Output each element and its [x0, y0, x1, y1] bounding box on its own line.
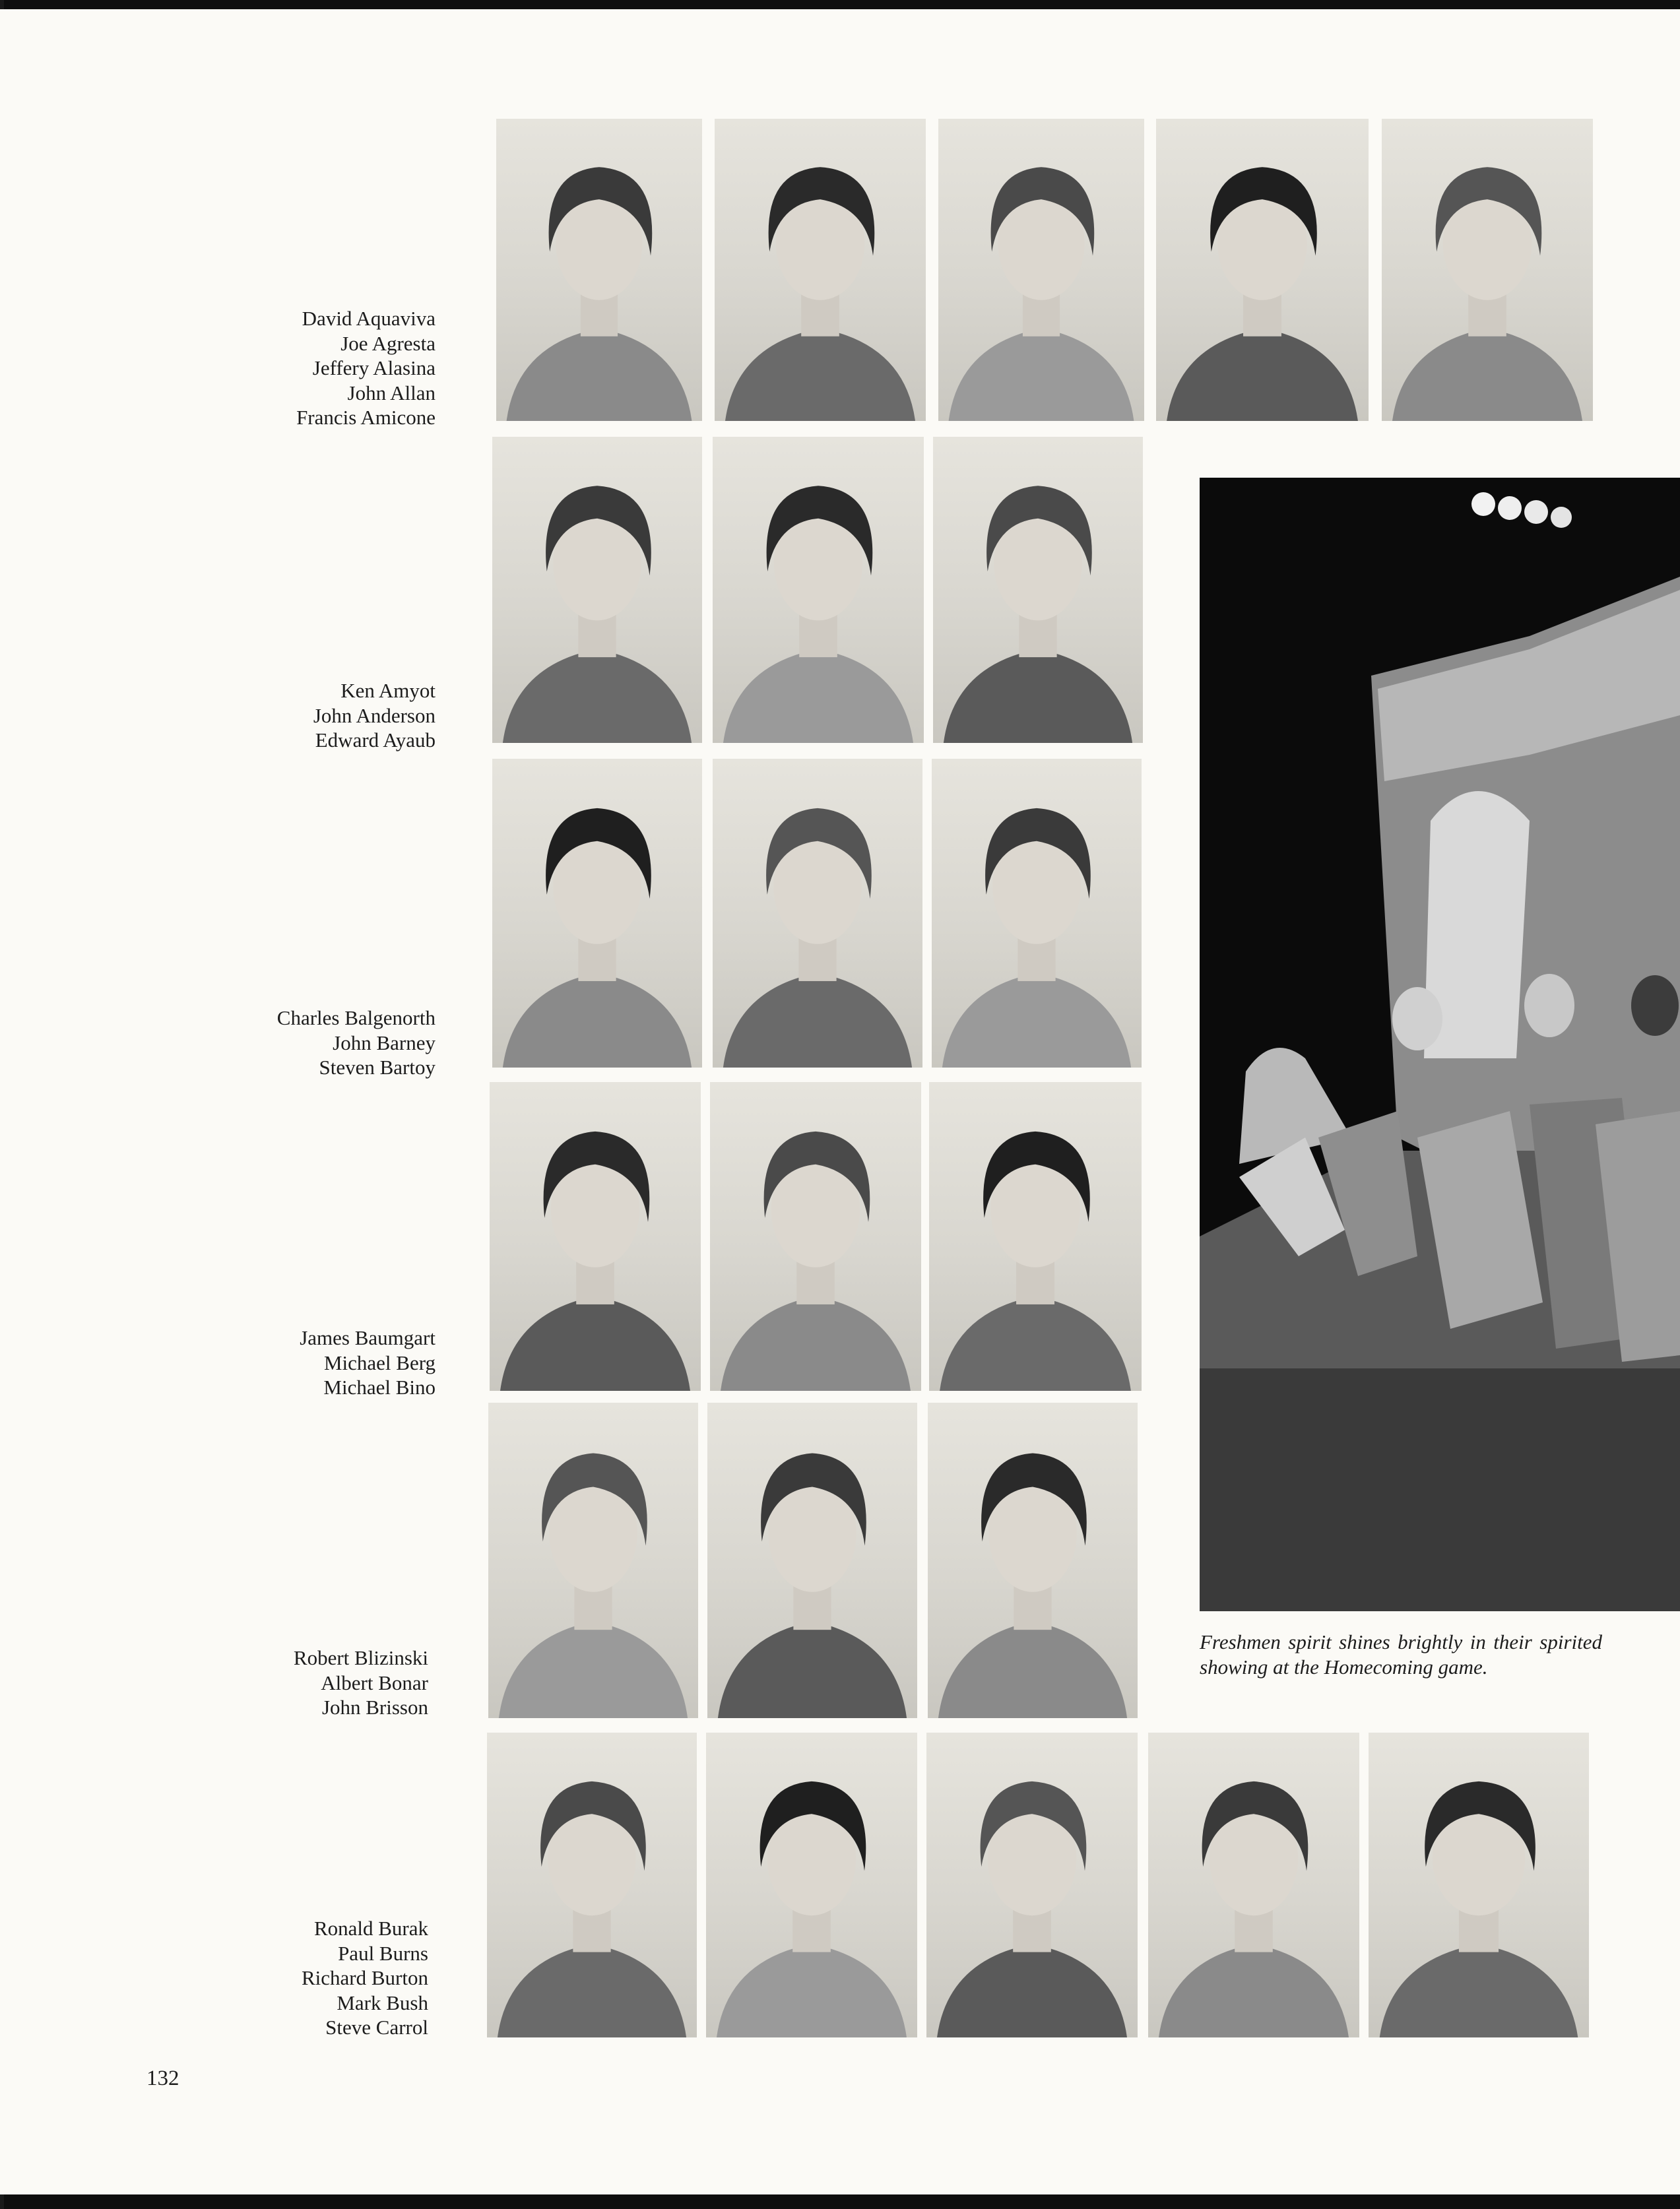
student-name: Charles Balgenorth: [276, 1006, 436, 1029]
portrait-photo: [932, 759, 1142, 1068]
student-name: Mark Bush: [337, 1991, 428, 2014]
portrait-silhouette: [707, 1403, 917, 1718]
portrait-silhouette: [926, 1733, 1138, 2037]
student-name: Jeffery Alasina: [312, 356, 436, 379]
name-list-row-2: [92, 678, 436, 753]
portrait-silhouette: [933, 437, 1143, 743]
name-list-row-3: [92, 1006, 436, 1080]
portrait-photo: [1369, 1733, 1589, 2037]
student-name: Michael Berg: [323, 1351, 436, 1374]
portrait-photo: [488, 1403, 698, 1718]
name-list-row-6: [85, 1916, 428, 2040]
portrait-photo: [715, 119, 926, 421]
yearbook-page: [0, 9, 1680, 2194]
portrait-silhouette: [938, 119, 1144, 421]
student-name: Albert Bonar: [321, 1671, 428, 1694]
portrait-photo: [1382, 119, 1593, 421]
portrait-photo: [938, 119, 1144, 421]
student-name: John Allan: [347, 381, 436, 404]
portrait-silhouette: [1156, 119, 1369, 421]
name-list-row-4: [92, 1326, 436, 1400]
portrait-photo: [706, 1733, 917, 2037]
student-name: Robert Blizinski: [293, 1646, 428, 1669]
portrait-photo: [487, 1733, 697, 2037]
homecoming-photo: [1200, 478, 1680, 1611]
portrait-silhouette: [1369, 1733, 1589, 2037]
student-name: David Aquaviva: [302, 307, 436, 330]
portrait-silhouette: [706, 1733, 917, 2037]
portrait-silhouette: [710, 1082, 921, 1391]
portrait-photo: [490, 1082, 701, 1391]
student-name: Francis Amicone: [296, 406, 436, 429]
portrait-silhouette: [1382, 119, 1593, 421]
portrait-silhouette: [929, 1082, 1142, 1391]
student-name: Edward Ayaub: [315, 728, 436, 752]
portrait-silhouette: [713, 437, 924, 743]
portrait-silhouette: [492, 759, 702, 1068]
name-list-row-5: [85, 1646, 428, 1720]
portrait-silhouette: [488, 1403, 698, 1718]
page-number: 132: [146, 2066, 179, 2090]
student-name: John Barney: [333, 1031, 436, 1054]
student-name: John Brisson: [321, 1696, 428, 1719]
student-name: Ronald Burak: [313, 1917, 428, 1940]
portrait-photo: [926, 1733, 1138, 2037]
portrait-silhouette: [490, 1082, 701, 1391]
student-name: Ken Amyot: [340, 679, 436, 702]
portrait-photo: [1148, 1733, 1359, 2037]
portrait-photo: [928, 1403, 1138, 1718]
student-name: Steven Bartoy: [319, 1056, 436, 1079]
student-name: Joe Agresta: [340, 331, 436, 355]
portrait-photo: [713, 437, 924, 743]
portrait-photo: [713, 759, 922, 1068]
portrait-silhouette: [492, 437, 702, 743]
portrait-silhouette: [932, 759, 1142, 1068]
portrait-silhouette: [928, 1403, 1138, 1718]
student-name: John Anderson: [313, 703, 436, 727]
portrait-silhouette: [496, 119, 702, 421]
portrait-photo: [492, 437, 702, 743]
portrait-photo: [496, 119, 702, 421]
portrait-photo: [1156, 119, 1369, 421]
portrait-photo: [707, 1403, 917, 1718]
student-name: Richard Burton: [302, 1966, 428, 1989]
student-name: Paul Burns: [338, 1941, 428, 1965]
photo-caption: Freshmen spirit shines brightly in their spirited showing at the Homecoming game.: [1200, 1630, 1602, 1679]
portrait-photo: [933, 437, 1143, 743]
portrait-silhouette: [715, 119, 926, 421]
student-name: James Baumgart: [300, 1326, 436, 1349]
student-name: Steve Carrol: [325, 2016, 428, 2039]
portrait-silhouette: [713, 759, 922, 1068]
portrait-silhouette: [1148, 1733, 1359, 2037]
student-name: Michael Bino: [323, 1376, 436, 1399]
portrait-silhouette: [487, 1733, 697, 2037]
portrait-photo: [492, 759, 702, 1068]
portrait-photo: [929, 1082, 1142, 1391]
portrait-photo: [710, 1082, 921, 1391]
name-list-row-1: [92, 306, 436, 430]
